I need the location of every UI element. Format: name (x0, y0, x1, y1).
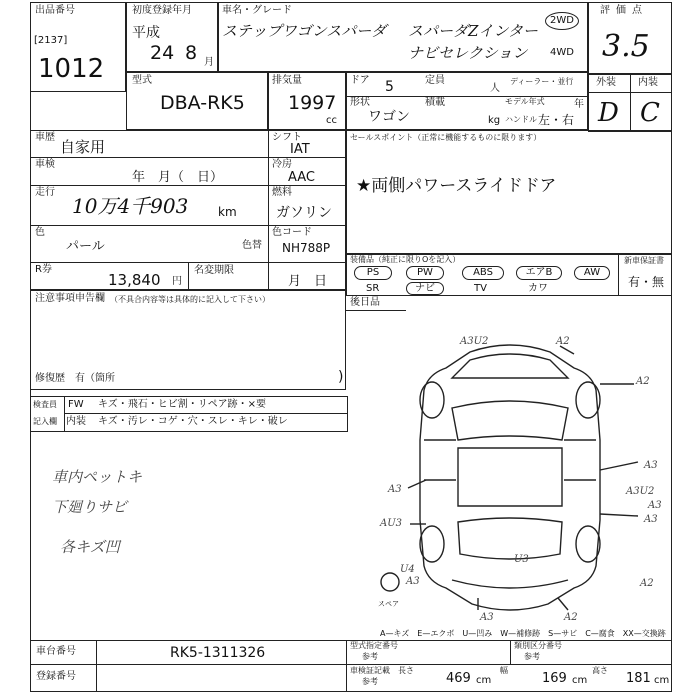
grade-hline (588, 92, 672, 93)
door-value: 5 (385, 79, 394, 95)
history-value: 自家用 (60, 138, 106, 156)
capacity-label: 定員 (425, 75, 445, 86)
shift-label: シフト (272, 132, 302, 143)
inspection-divider (64, 396, 65, 432)
mark-a2-bottom-right: A2 (640, 578, 654, 589)
grade-line1: スパーダZインター (408, 22, 538, 40)
year: 24 (150, 42, 175, 64)
inspection-value: 年 月（ 日） (132, 170, 224, 185)
reg-label: 登録番号 (36, 671, 76, 682)
row-line-2 (30, 185, 268, 186)
equip-leather: カワ (528, 283, 548, 294)
length-label: 長さ (398, 666, 414, 675)
shape-label: 形状 (350, 97, 370, 108)
check-label: 検査員 (33, 400, 57, 409)
sales-point-text: ★両側パワースライドドア (356, 176, 557, 196)
mark-a3-bottom: A3 (480, 612, 494, 623)
arrow-a3-right-2 (600, 514, 638, 516)
displacement-value: 1997 (288, 92, 337, 114)
width-value: 169 (542, 671, 567, 686)
aircon-value: AAC (288, 170, 315, 185)
height-label: 高さ (592, 666, 608, 675)
mark-a3u2-top: A3U2 (460, 336, 489, 347)
interior-items: キズ・汚レ・コゲ・穴・スレ・キレ・破レ (98, 416, 288, 427)
rear-window (458, 518, 562, 559)
wheel-rear-right (576, 526, 600, 562)
equip-tv: TV (474, 283, 487, 294)
warranty-value: 有・無 (628, 275, 665, 289)
score-value: 3.5 (602, 29, 650, 64)
mark-a3-left-3: A3 (406, 576, 420, 587)
door-label: ドア (350, 75, 370, 86)
legend: A—キズ E—エクボ U—凹み W—補修跡 S—サビ C—腐食 XX—交換跡 (380, 629, 666, 638)
model-label: 車名・グレード (222, 5, 292, 16)
load-label: 積載 (425, 97, 445, 108)
note-line-1: 車内ペットキ (52, 468, 143, 486)
mark-a3-right-2: A3 (644, 514, 658, 525)
recycle-label: R券 (35, 264, 52, 275)
width-unit: cm (572, 675, 588, 686)
aircon-label: 冷房 (272, 159, 292, 170)
chassis-value: RK5-1311326 (170, 645, 266, 661)
arrow-a2-top (560, 346, 574, 354)
chassis-label: 車台番号 (36, 646, 76, 657)
handle-value: 左・右 (538, 113, 575, 127)
equip-aw: AW (574, 266, 610, 280)
mark-a2-top: A2 (556, 336, 570, 347)
equip-ps: PS (354, 266, 392, 280)
spare-label: スペア (378, 600, 399, 608)
seat-underline (346, 310, 406, 311)
inspection-label: 車検 (35, 159, 55, 170)
footer-divider-3 (510, 640, 511, 664)
color-change-label: 色替 (242, 240, 262, 251)
type-designation-sub: 参考 (362, 652, 378, 661)
name-change-value: 月 日 (288, 274, 328, 289)
width-label: 幅 (500, 666, 508, 675)
length-value: 469 (446, 671, 471, 686)
displacement-label: 排気量 (272, 75, 302, 86)
height-value: 181 (626, 671, 651, 686)
color-value: パール (66, 239, 105, 254)
mark-a2-right: A2 (636, 376, 650, 387)
mark-u4-left: U4 (400, 564, 415, 575)
certificate-sub: 参考 (362, 677, 378, 686)
exterior-grade: D (598, 98, 619, 128)
warranty-divider (618, 254, 619, 296)
model-year-label: モデル年式 (505, 97, 545, 106)
score-label: 評価点 (600, 5, 648, 16)
equip-pw: PW (406, 266, 444, 280)
footer-divider-1 (96, 640, 97, 692)
interior-label: 内装 (638, 77, 658, 88)
history-label: 車歴 (35, 132, 55, 143)
right-line-2 (268, 185, 346, 186)
inspection-hline (64, 413, 348, 414)
grade-divider (630, 74, 631, 132)
first-reg-label: 初度登録年月 (132, 5, 192, 16)
roof (458, 448, 562, 506)
caution-label: 注意事項申告欄 (35, 293, 105, 304)
category-sub: 参考 (524, 652, 540, 661)
arrow-a3-left (408, 480, 426, 488)
model-year-unit: 年 (574, 99, 584, 110)
equip-navi: ナビ (406, 282, 444, 295)
interior-grade: C (640, 98, 660, 128)
interior-row-label: 内装 (66, 416, 86, 427)
color-code-label: 色コード (272, 227, 312, 238)
mark-a3u2-right: A3U2 (626, 486, 655, 497)
recycle-value: 13,840 (108, 271, 161, 289)
note-line-3: 各キズ凹 (60, 538, 120, 556)
color-label: 色 (35, 227, 45, 238)
load-unit: kg (488, 115, 501, 126)
car-body-outline (420, 345, 600, 610)
warranty-label: 新車保証書 (624, 256, 664, 265)
footer-divider-2 (346, 640, 347, 692)
mark-au3-left: AU3 (380, 518, 403, 529)
fuel-label: 燃料 (272, 187, 292, 198)
equip-abs: ABS (462, 266, 504, 280)
caution-note: （不具合内容等は具体的に記入して下さい） (110, 295, 270, 304)
mark-u3-center: U3 (514, 554, 529, 565)
repair-bracket: ) (338, 369, 344, 385)
right-line-1 (268, 157, 346, 158)
lot-number: 1012 (38, 54, 105, 84)
height-unit: cm (654, 675, 670, 686)
fw-label: FW (68, 399, 84, 410)
mileage-unit: km (218, 205, 237, 219)
grade-line2: ナビセレクション (408, 44, 528, 62)
footer-hline (30, 664, 672, 665)
lot-code: [2137] (34, 35, 68, 46)
model-name: ステップワゴンスパーダ (222, 22, 387, 40)
handle-label: ハンドル (505, 115, 537, 124)
drive-2wd: 2WD (545, 12, 579, 30)
certificate-label: 車検証記載 (350, 666, 390, 675)
equip-sr: SR (366, 283, 380, 294)
displacement-unit: cc (326, 115, 337, 126)
lot-label: 出品番号 (35, 5, 75, 16)
type-value: DBA-RK5 (160, 92, 245, 114)
month-unit: 月 (204, 57, 214, 68)
car-diagram (348, 330, 672, 625)
type-label: 型式 (132, 75, 152, 86)
door-divider (346, 96, 588, 97)
equipment-label: 装備品（純正に限りOを記入） (350, 255, 461, 264)
arrow-a3-right (600, 462, 638, 470)
mark-a2-bottom: A2 (564, 612, 578, 623)
shape-value: ワゴン (368, 109, 410, 125)
era: 平成 (132, 25, 160, 41)
sales-point-label: セールスポイント（正常に機能するものに限ります） (350, 133, 542, 142)
length-unit: cm (476, 675, 492, 686)
mileage-value: 10万4千903 (72, 194, 189, 218)
details-divider (268, 130, 269, 290)
arrow-a2-bottom (558, 598, 568, 610)
rear-hatch (452, 580, 568, 588)
type-designation-label: 型式指定番号 (350, 641, 398, 650)
hood (452, 354, 568, 378)
spare-tire (381, 573, 399, 591)
front-windshield (452, 401, 568, 440)
mileage-label: 走行 (35, 187, 55, 198)
drive-4wd: 4WD (550, 47, 574, 58)
dealer-label: ディーラー・並行 (510, 77, 574, 86)
recycle-divider (188, 262, 189, 290)
name-change-label: 名変期限 (194, 265, 234, 276)
color-code-value: NH788P (282, 241, 331, 255)
fuel-value: ガソリン (276, 205, 332, 221)
month: 8 (185, 42, 198, 64)
category-label: 類別区分番号 (514, 641, 562, 650)
mark-a3-right: A3 (644, 460, 658, 471)
fw-items: キズ・飛石・ヒビ割・リペア跡・×要 (98, 399, 266, 410)
entry-label: 記入欄 (33, 417, 57, 426)
recycle-unit: 円 (172, 276, 182, 287)
equip-airbag: エアB (516, 266, 562, 280)
shift-value: IAT (290, 142, 310, 157)
row-line-1 (30, 157, 268, 158)
mark-a3-left: A3 (388, 484, 402, 495)
note-line-2: 下廻りサビ (52, 498, 128, 516)
mark-a3-left-2: A3 (648, 500, 662, 511)
exterior-label: 外装 (596, 77, 616, 88)
wheel-rear-left (420, 526, 444, 562)
capacity-unit: 人 (490, 83, 500, 94)
row-line-3 (30, 225, 346, 226)
seat-label: 後日品 (350, 297, 380, 308)
repair-label: 修復歴 有（箇所 (35, 373, 115, 384)
